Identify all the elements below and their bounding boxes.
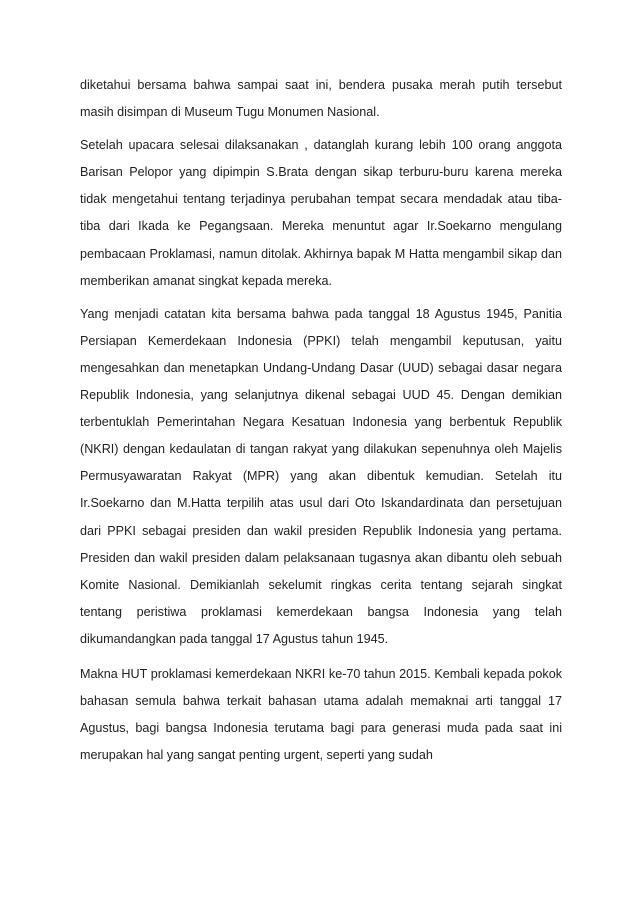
paragraph-makna-hut: Makna HUT proklamasi kemerdekaan NKRI ke-70 tahun 2015. Kembali kepada pokok bahasan semula bahwa terkait bahasan utama adalah memaknai arti tanggal 17 Agustus, bagi bangsa Indonesia terutama bagi para generasi muda pada saat ini merupakan hal yang sangat penting urgent, seperti yang sudah bbox=[80, 666, 562, 763]
paragraph-museum: diketahui bersama bahwa sampai saat ini, bendera pusaka merah putih tersebut masih disimpan di Museum Tugu Monumen Nasional. bbox=[80, 78, 562, 120]
paragraph-barisan-pelopor: Setelah upacara selesai dilaksanakan , datanglah kurang lebih 100 orang anggota Barisan Pelopor yang dipimpin S.Brata dengan sikap terburu-buru karena mereka tidak mengetahui tentang terjadinya perubahan tempat secara mendadak atau tiba-tiba dari Ikada ke Pegangsaan. Mereka menuntut agar Ir.Soekarno mengulang pembacaan Proklamasi, namun ditolak. Akhirnya bapak M Hatta mengambil sikap dan memberikan amanat singkat kepada mereka. bbox=[80, 138, 562, 288]
paragraph-ppki: Yang menjadi catatan kita bersama bahwa pada tanggal 18 Agustus 1945, Panitia Persiapan Kemerdekaan Indonesia (PPKI) telah mengambil keputusan, yaitu mengesahkan dan menetapkan Undang-Undang Dasar (UUD) sebagai dasar negara Republik Indonesia, yang selanjutnya dikenal sebagai UUD 45. Dengan demikian terbentuklah Pemerintahan Negara Kesatuan Indonesia yang berbentuk Republik (NKRI) dengan kedaulatan di tangan rakyat yang dilakukan sepenuhnya oleh Majelis Permusyawaratan Rakyat (MPR) yang akan dibentuk kemudian. Setelah itu Ir.Soekarno dan M.Hatta terpilih atas usul dari Oto Iskandardinata dan persetujuan dari PPKI sebagai presiden dan wakil presiden Republik Indonesia yang pertama. Presiden dan wakil presiden dalam pelaksanaan tugasnya akan dibantu oleh sebuah Komite Nasional. Demikianlah sekelumit ringkas cerita tentang sejarah singkat tentang peristiwa proklamasi kemerdekaan bangsa Indonesia yang telah dikumandangkan pada tanggal 17 Agustus tahun 1945. bbox=[80, 306, 562, 646]
document-body bbox=[80, 72, 562, 769]
